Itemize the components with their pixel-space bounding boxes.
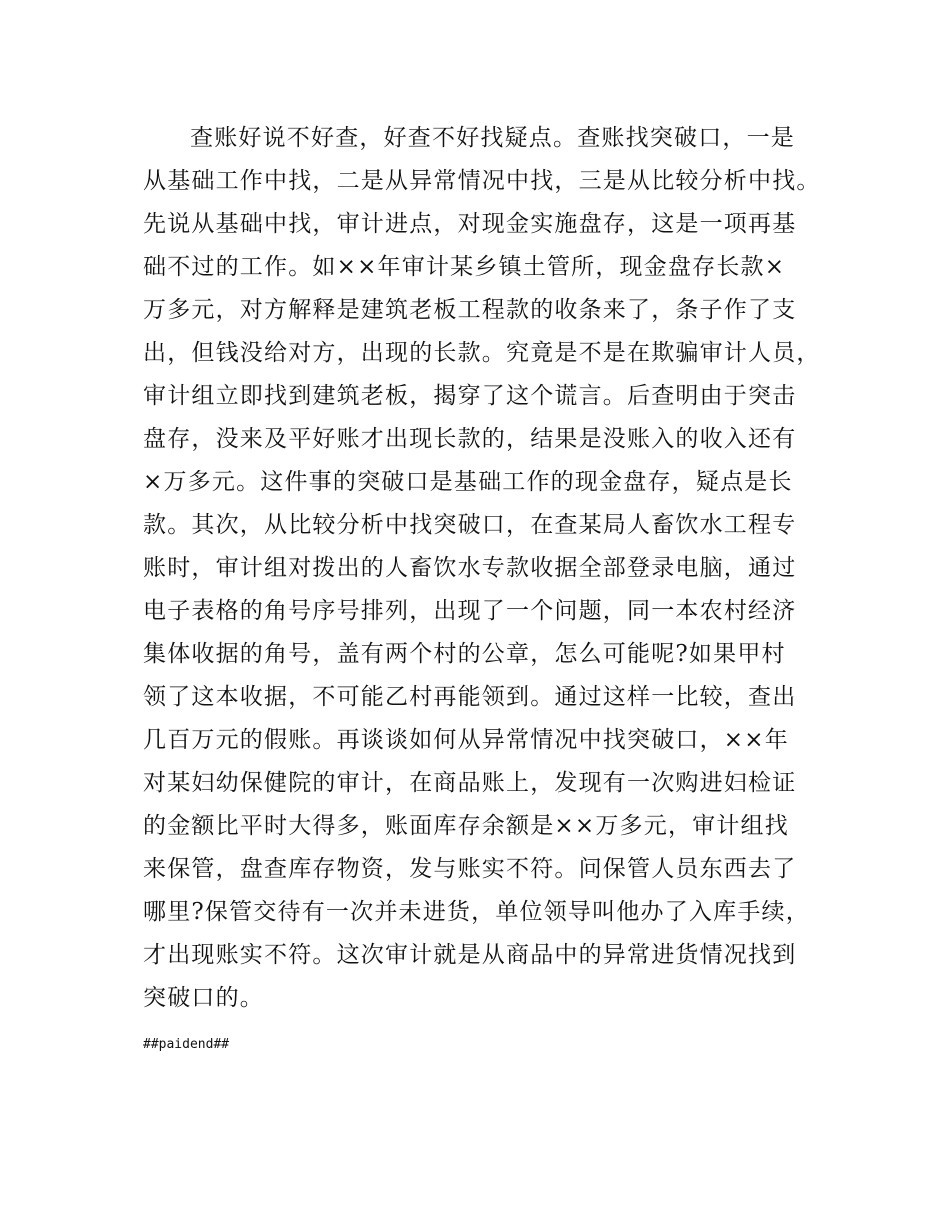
paragraph-line: 几百万元的假账。再谈谈如何从异常情况中找突破口，××年 xyxy=(143,727,789,753)
paragraph-line: 电子表格的角号序号排列，出现了一个问题，同一本农村经济 xyxy=(143,598,797,624)
paragraph-line: 万多元，对方解释是建筑老板工程款的收条来了，条子作了支 xyxy=(143,297,797,323)
paragraph-line: 的金额比平时大得多，账面库存余额是××万多元，审计组找 xyxy=(143,813,789,839)
paragraph-line: 查账好说不好查，好查不好找疑点。查账找突破口，一是 xyxy=(190,125,795,151)
paragraph-line: 突破口的。 xyxy=(143,985,264,1011)
paragraph-line: 盘存，没来及平好账才出现长款的，结果是没账入的收入还有 xyxy=(143,426,797,452)
paragraph-line: ×万多元。这件事的突破口是基础工作的现金盘存，疑点是长 xyxy=(143,469,793,495)
paragraph-line: 对某妇幼保健院的审计，在商品账上，发现有一次购进妇检证 xyxy=(143,770,797,796)
paragraph-line: 出，但钱没给对方，出现的长款。究竟是不是在欺骗审计人员， xyxy=(143,340,821,366)
paragraph-line: 集体收据的角号，盖有两个村的公章，怎么可能呢?如果甲村 xyxy=(143,641,786,667)
paragraph-line: 领了这本收据，不可能乙村再能领到。通过这样一比较，查出 xyxy=(143,684,797,710)
end-marker: ##paidend## xyxy=(143,1037,230,1052)
paragraph-line: 从基础工作中找，二是从异常情况中找，三是从比较分析中找。 xyxy=(143,168,821,194)
paragraph-line: 础不过的工作。如××年审计某乡镇土管所，现金盘存长款× xyxy=(143,254,786,280)
paragraph-line: 审计组立即找到建筑老板，揭穿了这个谎言。后查明由于突击 xyxy=(143,383,797,409)
paragraph-line: 款。其次，从比较分析中找突破口，在查某局人畜饮水工程专 xyxy=(143,512,797,538)
paragraph-line: 才出现账实不符。这次审计就是从商品中的异常进货情况找到 xyxy=(143,942,797,968)
paragraph-line: 账时，审计组对拨出的人畜饮水专款收据全部登录电脑，通过 xyxy=(143,555,797,581)
paragraph-line: 来保管，盘查库存物资，发与账实不符。问保管人员东西去了 xyxy=(143,856,797,882)
paragraph-line: 先说从基础中找，审计进点，对现金实施盘存，这是一项再基 xyxy=(143,211,797,237)
paragraph-line: 哪里?保管交待有一次并未进货，单位领导叫他办了入库手续， xyxy=(143,899,810,925)
